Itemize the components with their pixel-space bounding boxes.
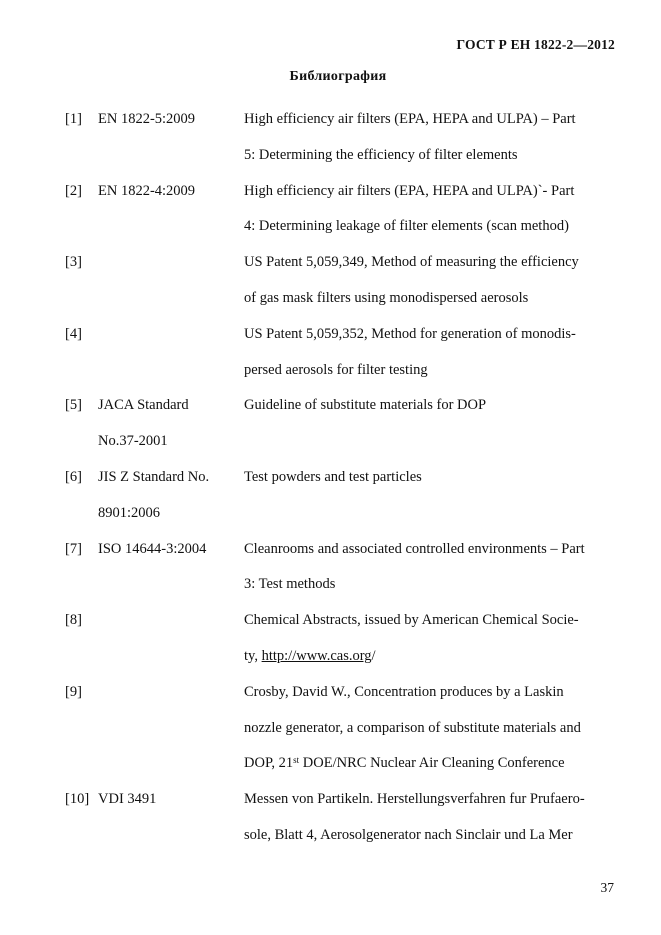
entry-text-line: US Patent 5,059,349, Method of measuring the efficiency [244, 254, 579, 271]
cas-website-link[interactable]: http://www.cas.org [261, 647, 372, 664]
entry-text [244, 782, 614, 854]
entry-text-line: Test powders and test particles [244, 468, 422, 485]
entry-number: [9] [65, 683, 82, 700]
section-title: Библиография [289, 69, 387, 84]
entry-text-line: Guideline of substitute materials for DOP [244, 397, 487, 414]
entry-code [98, 460, 238, 532]
entry-code [98, 388, 238, 460]
document-header: ГОСТ Р ЕН 1822-2—2012 [456, 37, 615, 52]
ordinal-superscript: st [293, 755, 300, 766]
entry-number: [4] [65, 325, 82, 342]
entry-text [244, 388, 614, 460]
entry-text-line [244, 746, 614, 782]
entry-number: [10] [65, 791, 90, 808]
entry-code-line: 8901:2006 [98, 504, 161, 521]
bibliography-list [0, 102, 661, 854]
bibliography-entry [0, 782, 661, 854]
entry-number: [1] [65, 111, 82, 127]
entry-text [244, 675, 614, 782]
bibliography-entry [0, 532, 661, 604]
bibliography-entry [0, 317, 661, 389]
entry-text [244, 317, 614, 389]
entry-number: [5] [65, 397, 82, 414]
entry-number: [8] [65, 612, 82, 629]
entry-code [98, 102, 238, 138]
entry-text-line: Messen von Partikeln. Herstellungsverfahren fur Prufaero- [244, 791, 585, 808]
entry-text [244, 603, 614, 675]
entry-text-line: Crosby, David W., Concentration produces by a Laskin [244, 683, 564, 700]
entry-code [98, 782, 238, 818]
entry-text-line: Chemical Abstracts, issued by American Chemical Socie- [244, 612, 579, 629]
entry-text [244, 245, 614, 317]
bibliography-entry [0, 675, 661, 782]
entry-code-line: No.37-2001 [98, 433, 168, 450]
entry-code-line: EN 1822-5:2009 [98, 111, 196, 127]
entry-text [244, 532, 614, 604]
sup-prefix: DOP, 21 [244, 755, 294, 772]
entry-code [98, 532, 238, 568]
entry-number: [7] [65, 540, 82, 557]
entry-text-line: of gas mask filters using monodispersed aerosols [244, 289, 529, 306]
entry-text [244, 460, 614, 532]
entry-text-line: 3: Test methods [244, 576, 336, 593]
bibliography-entry [0, 460, 661, 532]
entry-text-line: nozzle generator, a comparison of substitute materials and [244, 719, 581, 736]
bibliography-entry [0, 174, 661, 246]
entry-code-line: ISO 14644-3:2004 [98, 540, 207, 557]
entry-number: [3] [65, 254, 82, 271]
entry-code-line: EN 1822-4:2009 [98, 182, 196, 199]
bibliography-entry [0, 388, 661, 460]
entry-text-line: High efficiency air filters (EPA, HEPA and ULPA) – Part [244, 111, 576, 127]
page-number: 37 [600, 880, 614, 895]
entry-text-line: US Patent 5,059,352, Method for generation of monodis- [244, 325, 576, 342]
link-suffix: / [371, 647, 376, 664]
entry-code [98, 174, 238, 210]
entry-text-line: persed aerosols for filter testing [244, 361, 428, 378]
bibliography-entry [0, 102, 661, 174]
link-prefix: ty, [244, 647, 262, 664]
entry-text [244, 174, 614, 246]
entry-number: [2] [65, 182, 82, 199]
entry-code-line: JACA Standard [98, 397, 189, 414]
entry-text-line [244, 639, 614, 675]
sup-suffix: DOE/NRC Nuclear Air Cleaning Conference [299, 755, 565, 772]
entry-text-line: 4: Determining leakage of filter elements (scan method) [244, 218, 569, 235]
bibliography-entry [0, 245, 661, 317]
entry-text-line: sole, Blatt 4, Aerosolgenerator nach Sinclair und La Mer [244, 826, 573, 843]
entry-text-line: High efficiency air filters (EPA, HEPA and ULPA)`- Part [244, 182, 575, 199]
bibliography-entry [0, 603, 661, 675]
entry-text [244, 102, 614, 174]
entry-text-line: 5: Determining the efficiency of filter elements [244, 146, 518, 163]
entry-number: [6] [65, 468, 82, 485]
entry-code-line: VDI 3491 [98, 791, 157, 808]
entry-code-line: JIS Z Standard No. [98, 468, 210, 485]
entry-text-line: Cleanrooms and associated controlled environments – Part [244, 540, 585, 557]
